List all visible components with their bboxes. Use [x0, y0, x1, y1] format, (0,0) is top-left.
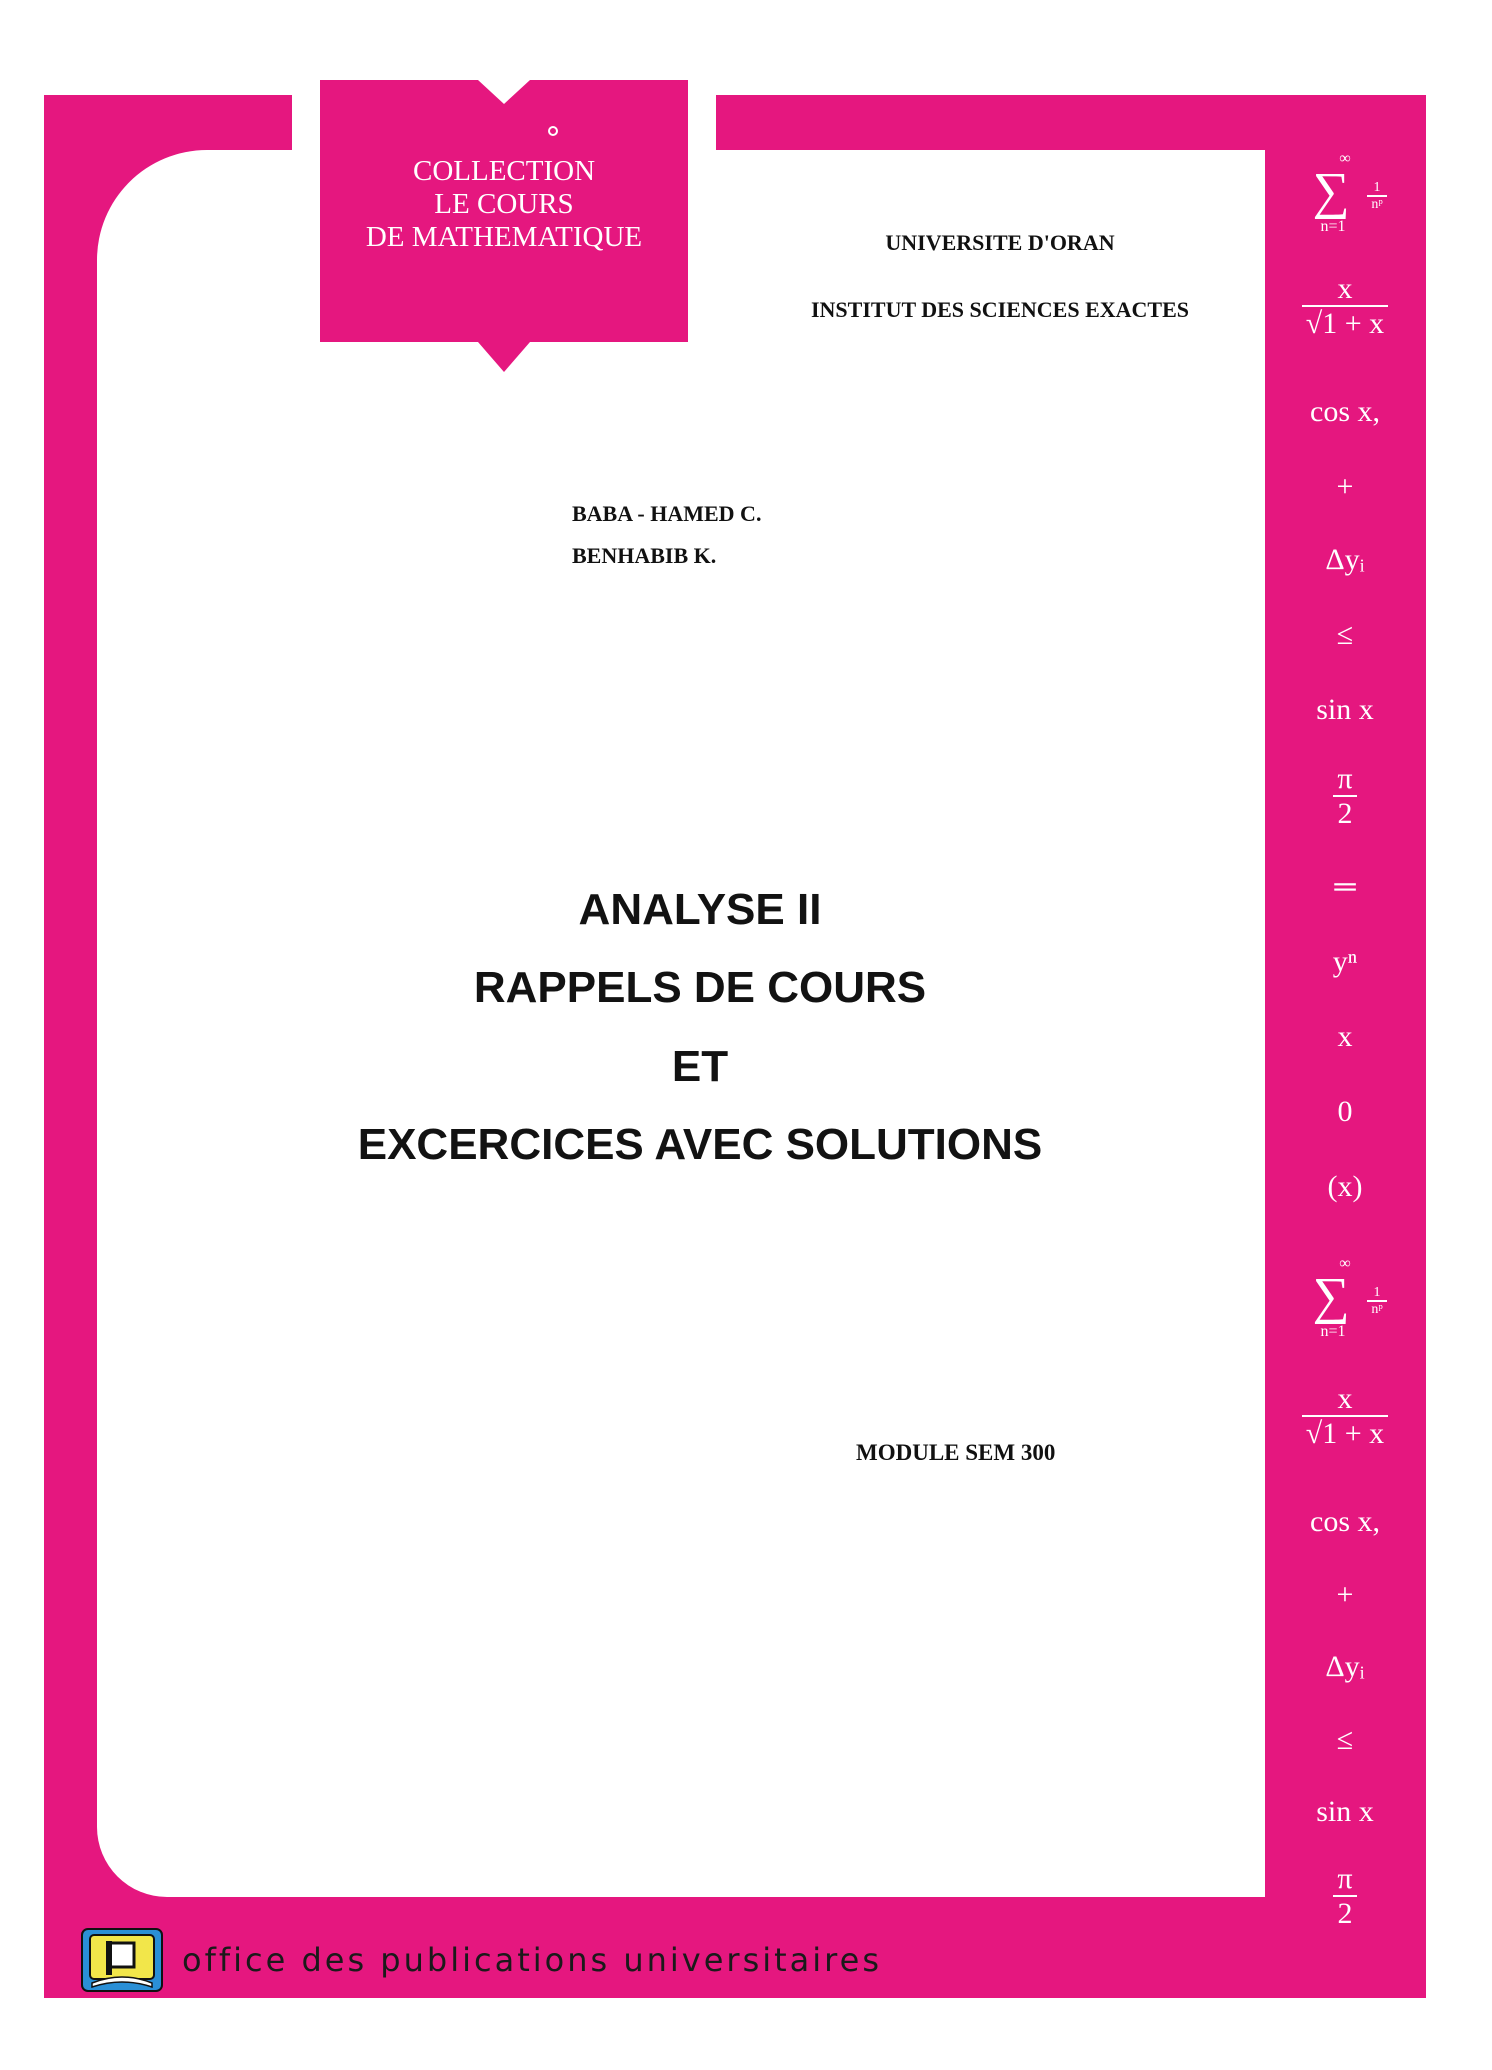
pi-half-2: [1265, 1862, 1425, 1931]
x-term: x: [1337, 1020, 1353, 1053]
fraction-den: √1 + x: [1305, 307, 1385, 340]
pi2-num: π: [1333, 1862, 1356, 1897]
module-code: MODULE SEM 300: [856, 1440, 1056, 1465]
sum2-term-num: 1: [1367, 1285, 1386, 1302]
zero-term: 0: [1337, 1095, 1353, 1128]
title-line-3: ET: [671, 1042, 729, 1091]
pi-fraction-2: [1333, 1862, 1356, 1930]
publisher-name: office des publications universitaires: [182, 1941, 882, 1979]
pi-fraction: [1333, 762, 1356, 830]
collection-line-3: DE MATHEMATIQUE: [365, 221, 643, 253]
sin-term: sin x: [1316, 693, 1374, 726]
math-symbol-strip: [1265, 150, 1425, 2000]
leq-sign-2: ≤: [1336, 1723, 1354, 1756]
sqrt-fraction: [1265, 272, 1425, 341]
sum-upper: ∞: [1339, 150, 1351, 167]
sin-term-2: sin x: [1316, 1795, 1374, 1828]
collection-title: [320, 155, 688, 254]
pi-num: π: [1333, 762, 1356, 797]
authors: [572, 493, 761, 577]
opu-logo-icon: [80, 1927, 164, 1993]
university-name: UNIVERSITE D'ORAN: [885, 230, 1115, 255]
author-1: BABA - HAMED C.: [572, 501, 762, 526]
badge-notch-bottom: [478, 342, 530, 372]
collection-line-1: COLLECTION: [412, 155, 596, 187]
pi2-den: 2: [1337, 1897, 1353, 1930]
fraction: [1302, 272, 1388, 340]
sum-term-den: nᵖ: [1371, 197, 1383, 213]
white-content-panel: [97, 150, 1265, 1897]
badge-notch-top: [478, 80, 530, 104]
fraction2-den: √1 + x: [1305, 1417, 1385, 1450]
sum-term-fraction: [1367, 180, 1386, 213]
fraction-num: x: [1302, 272, 1388, 307]
leq-sign: ≤: [1336, 618, 1354, 651]
sum2-upper: ∞: [1339, 1255, 1351, 1272]
pi-half: [1265, 762, 1425, 831]
fraction2-num: x: [1302, 1382, 1388, 1417]
sum2-symbol: ∑: [1312, 1268, 1350, 1325]
cos-term-2: cos x,: [1310, 1505, 1380, 1538]
collection-line-2: LE COURS: [434, 188, 574, 220]
cos-term: cos x,: [1310, 395, 1380, 428]
sum2-lower: n=1: [1320, 1323, 1346, 1340]
sum-symbol: ∑: [1312, 163, 1350, 220]
title-line-4: EXCERCICES AVEC SOLUTIONS: [357, 1120, 1043, 1169]
sqrt-fraction-2: [1265, 1382, 1425, 1451]
delta-term-2: Δyᵢ: [1325, 1650, 1365, 1683]
sum2-term-fraction: [1367, 1285, 1386, 1318]
sum2-term-den: nᵖ: [1371, 1302, 1383, 1318]
author-2: BENHABIB K.: [572, 543, 717, 568]
plus-sign: +: [1336, 470, 1354, 503]
title-line-1: ANALYSE II: [578, 885, 822, 934]
equals-sign: ═: [1334, 870, 1356, 903]
pi-den: 2: [1337, 797, 1353, 830]
y-power-n: yⁿ: [1332, 945, 1358, 978]
publisher-block: [80, 1925, 882, 1995]
delta-term: Δyᵢ: [1325, 543, 1365, 576]
badge-dot: [548, 126, 558, 136]
sum-lower: n=1: [1320, 218, 1346, 235]
sum2-term: [1297, 1285, 1457, 1318]
sum-term: [1297, 180, 1457, 213]
institute-name: INSTITUT DES SCIENCES EXACTES: [810, 297, 1190, 322]
title-line-2: RAPPELS DE COURS: [473, 963, 927, 1012]
fraction-2: [1302, 1382, 1388, 1450]
plus-sign-2: +: [1336, 1578, 1354, 1611]
paren-x-term: (x): [1327, 1170, 1363, 1203]
sum-term-num: 1: [1367, 180, 1386, 197]
